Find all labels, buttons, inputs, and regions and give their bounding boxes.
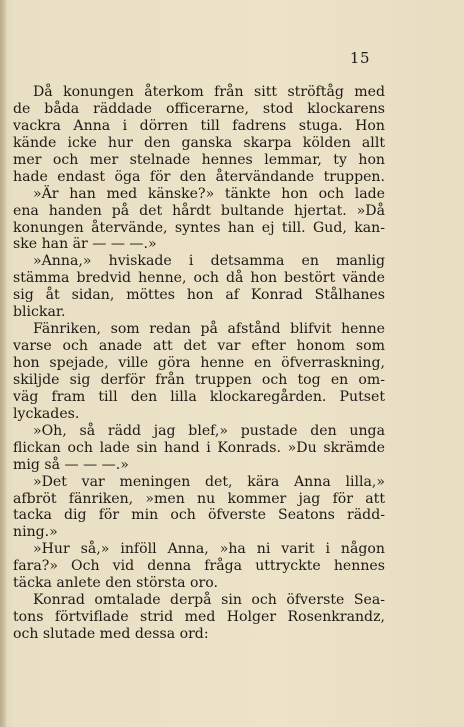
text-line: fara?» Och vid denna fråga uttryckte hennes — [13, 558, 385, 575]
text-line: »Hur så,» inföll Anna, »ha ni varit i någon — [33, 541, 385, 558]
text-line: skiljde sig derför från truppen och tog en om- — [13, 371, 385, 388]
text-line: »Anna,» hviskade i detsamma en manlig — [33, 253, 385, 270]
text-line: väg fram till den lilla klockaregården. Putset — [13, 388, 385, 405]
text-line: lyckades. — [13, 405, 80, 422]
page-gutter — [0, 0, 6, 727]
text-line: ena handen på det hårdt bultande hjertat. »Då — [13, 202, 385, 219]
text-line: sig åt sidan, möttes hon af Konrad Stålhanes — [13, 287, 385, 304]
text-line: täcka anlete den största oro. — [13, 575, 218, 592]
page-number: 15 — [349, 49, 370, 67]
text-line: ning.» — [13, 524, 58, 541]
text-line: tons förtviflade strid med Holger Rosenkrandz, — [13, 609, 385, 626]
text-line: tacka dig för min och öfverste Seatons rädd- — [13, 507, 385, 524]
text-line: hade endast öga för den återvändande truppen. — [13, 168, 385, 185]
text-line: mig så — — —.» — [13, 456, 129, 473]
text-line: blickar. — [13, 304, 66, 321]
text-line: varse och anade att det var efter honom som — [13, 338, 385, 355]
body-text — [13, 84, 385, 643]
text-line: kände icke hur den ganska skarpa kölden allt — [13, 134, 385, 151]
text-line: »Det var meningen det, kära Anna lilla,» — [33, 473, 385, 490]
text-line: och slutade med dessa ord: — [13, 626, 209, 642]
text-line: ske han är — — —.» — [13, 236, 157, 253]
text-line: Då konungen återkom från sitt ströftåg med — [33, 84, 385, 100]
text-line: hon spejade, ville göra henne en öfverraskning, — [13, 355, 385, 371]
text-line: »Oh, så rädd jag blef,» pustade den unga — [33, 422, 385, 439]
text-line: stämma bredvid henne, och då hon bestört vände — [13, 270, 385, 287]
text-line: de båda räddade officerarne, stod klockarens — [13, 100, 385, 117]
text-line: mer och mer stelnade hennes lemmar, ty hon — [13, 151, 385, 168]
text-line: »Är han med känske?» tänkte hon och lade — [33, 185, 385, 202]
text-line: afbröt fänriken, »men nu kommer jag för att — [13, 490, 385, 507]
text-line: flickan och lade sin hand i Konrads. »Du skrämde — [13, 439, 385, 456]
text-line: Konrad omtalade derpå sin och öfverste Sea- — [33, 592, 385, 609]
text-line: Fänriken, som redan på afstånd blifvit henne — [33, 321, 385, 338]
text-line: vackra Anna i dörren till fadrens stuga. Hon — [13, 117, 385, 134]
text-line: konungen återvände, syntes han ej till. Gud, kan- — [13, 219, 385, 236]
